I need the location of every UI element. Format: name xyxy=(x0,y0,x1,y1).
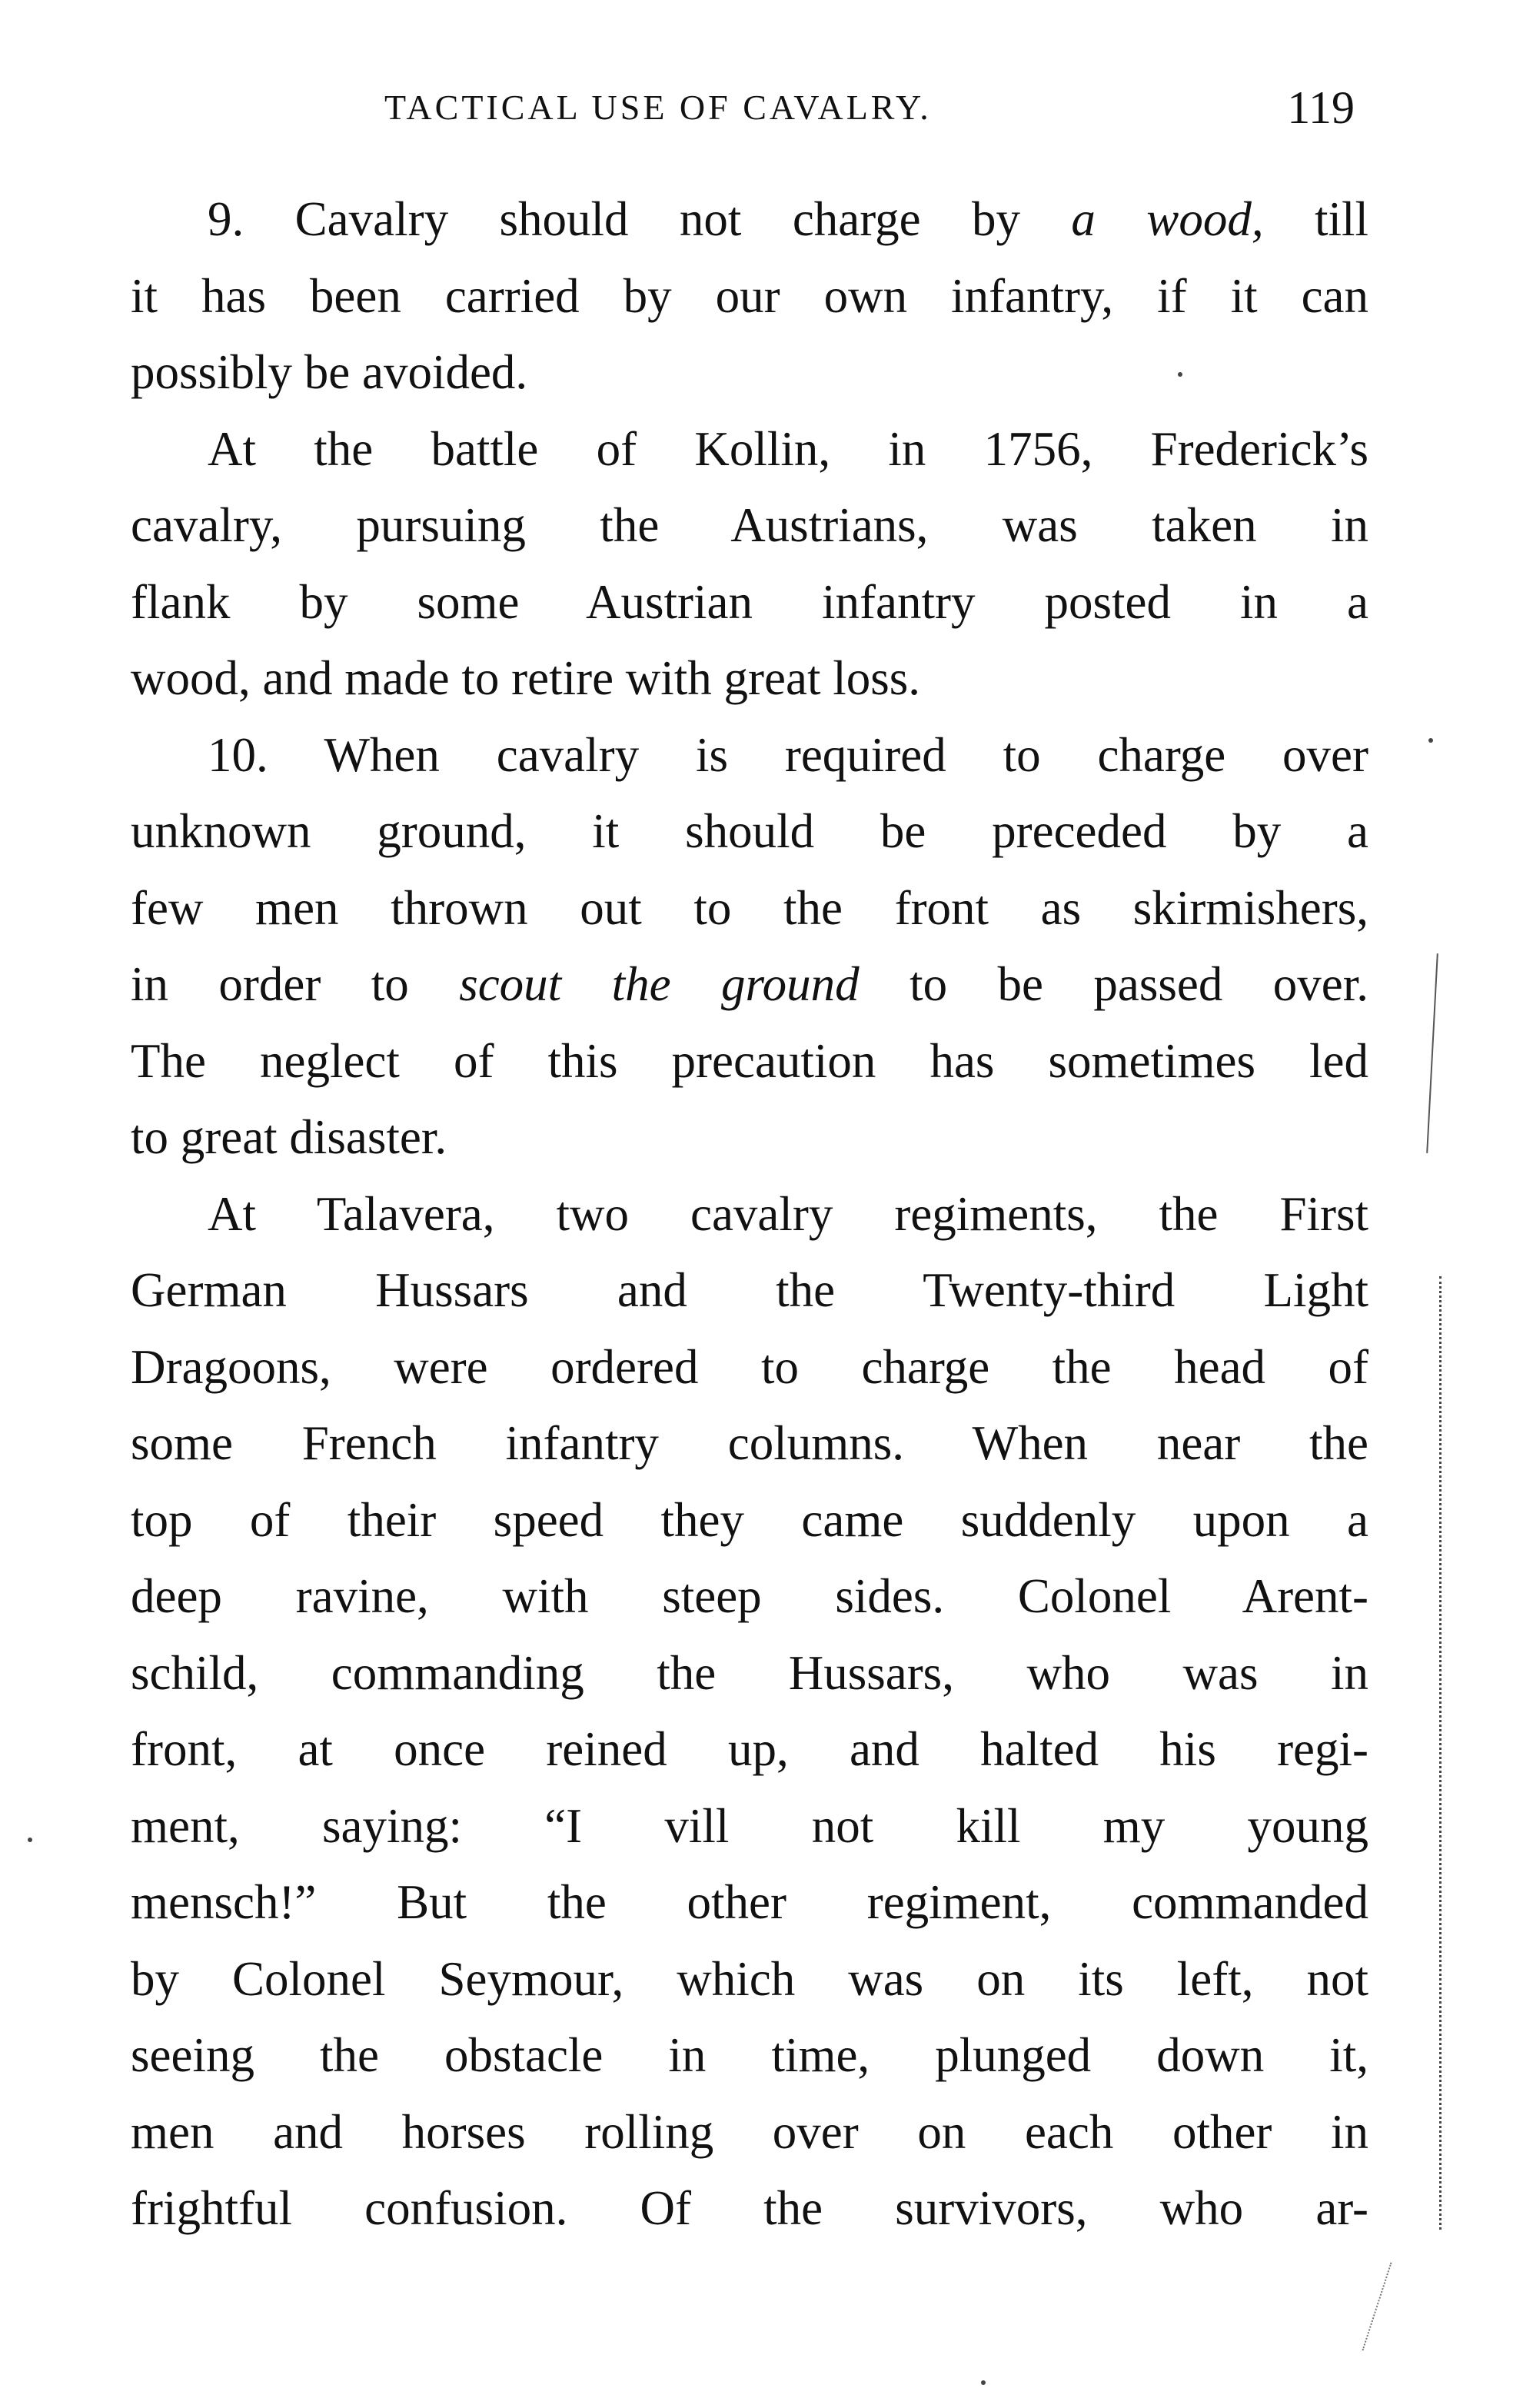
margin-speck xyxy=(1178,372,1182,377)
text-line: 10. When cavalry is required to charge over xyxy=(208,727,1368,782)
margin-pencil-mark xyxy=(1439,1276,1442,2230)
text-line: unknown ground, it should be preceded by a xyxy=(131,804,1368,858)
text-line: At Talavera, two cavalry regiments, the First xyxy=(208,1186,1368,1241)
text-line: frightful confusion. Of the survivors, who ar- xyxy=(131,2181,1368,2235)
text-line: possibly be avoided. xyxy=(131,345,528,399)
text-line: Dragoons, were ordered to charge the head of xyxy=(131,1339,1368,1394)
text-line: deep ravine, with steep sides. Colonel Arent- xyxy=(131,1569,1368,1623)
text-line: ment, saying: “I vill not kill my young xyxy=(131,1798,1368,1853)
text-line: mensch!” But the other regiment, commanded xyxy=(131,1875,1368,1929)
margin-speck xyxy=(981,2380,986,2385)
page-number: 119 xyxy=(1287,82,1355,133)
text-line: men and horses rolling over on each other in xyxy=(131,2104,1368,2159)
text-line: in order to scout the ground to be passed over. xyxy=(131,957,1368,1011)
margin-speck xyxy=(1428,738,1433,743)
text-line: flank by some Austrian infantry posted in a xyxy=(131,574,1368,629)
margin-pencil-mark xyxy=(1362,2263,1392,2351)
text-line: German Hussars and the Twenty-third Light xyxy=(131,1263,1368,1317)
text-line: some French infantry columns. When near the xyxy=(131,1416,1368,1470)
text-line: it has been carried by our own infantry, if it can xyxy=(131,268,1368,323)
text-line: top of their speed they came suddenly upon a xyxy=(131,1492,1368,1547)
text-line: front, at once reined up, and halted his regi- xyxy=(131,1722,1368,1776)
text-line: 9. Cavalry should not charge by a wood, till xyxy=(208,192,1368,246)
text-line: seeing the obstacle in time, plunged down it, xyxy=(131,2028,1368,2082)
text-line: The neglect of this precaution has sometimes led xyxy=(131,1033,1368,1088)
margin-speck xyxy=(28,1838,32,1842)
body-text xyxy=(131,181,1368,2247)
text-line: by Colonel Seymour, which was on its left, not xyxy=(131,1951,1368,2006)
text-line: cavalry, pursuing the Austrians, was taken in xyxy=(131,498,1368,552)
text-line: At the battle of Kollin, in 1756, Frederick’s xyxy=(208,421,1368,476)
text-line: to great disaster. xyxy=(131,1110,447,1164)
text-line: wood, and made to retire with great loss. xyxy=(131,651,920,705)
margin-pencil-mark xyxy=(1426,953,1438,1153)
running-head: TACTICAL USE OF CAVALRY. xyxy=(384,88,932,127)
page-header xyxy=(131,80,1368,135)
text-line: schild, commanding the Hussars, who was in xyxy=(131,1645,1368,1700)
text-line: few men thrown out to the front as skirmishers, xyxy=(131,880,1368,935)
